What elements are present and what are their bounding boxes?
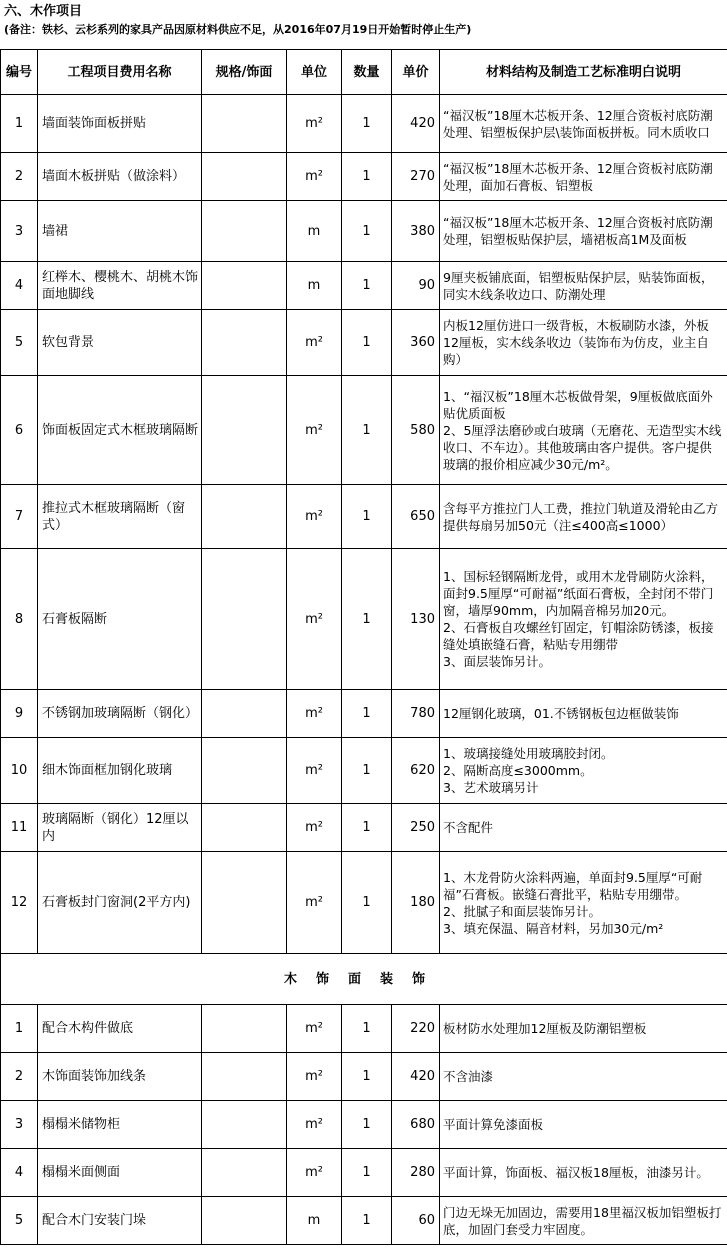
item-qty: 1 — [342, 262, 392, 310]
row-number: 1 — [1, 95, 38, 153]
item-name: 细木饰面框加钢化玻璃 — [38, 738, 202, 804]
item-description: 1、“福汉板”18厘木芯板做骨架，9厘板做底面外贴优质面板 2、5厘浮法磨砂或白玻璃（无磨花、无造型实木线收口、不车边）。其他玻璃由客户提供。客户提供玻璃的报价相应减少30元/m²。 — [440, 376, 727, 485]
item-name: 不锈钢加玻璃隔断（钢化） — [38, 690, 202, 738]
price-table — [0, 49, 727, 1245]
col-header-no: 编号 — [1, 50, 38, 95]
col-header-price: 单价 — [392, 50, 440, 95]
item-unit: m² — [287, 1005, 342, 1053]
item-spec — [202, 1053, 287, 1101]
item-description: 9厘夹板铺底面，铝塑板贴保护层，贴装饰面板，同实木线条收边口、防潮处理 — [440, 262, 727, 310]
item-unit: m² — [287, 852, 342, 954]
item-description: 板材防水处理加12厘板及防潮铝塑板 — [440, 1005, 727, 1053]
item-spec — [202, 852, 287, 954]
item-description: “福汉板”18厘木芯板开条、12厘合资板衬底防潮处理，面加石膏板、铝塑板 — [440, 153, 727, 201]
row-number: 8 — [1, 549, 38, 690]
section-subtitle: 木饰面装饰 — [1, 954, 727, 1005]
item-unit: m — [287, 262, 342, 310]
item-qty: 1 — [342, 852, 392, 954]
row-number: 5 — [1, 1197, 38, 1245]
item-spec — [202, 738, 287, 804]
item-spec — [202, 310, 287, 376]
item-spec — [202, 549, 287, 690]
row-number: 4 — [1, 262, 38, 310]
item-qty: 1 — [342, 1053, 392, 1101]
page-header — [0, 0, 727, 49]
table-header-row — [1, 50, 727, 95]
row-number: 2 — [1, 153, 38, 201]
item-unit: m² — [287, 549, 342, 690]
item-qty: 1 — [342, 804, 392, 852]
table-row — [1, 310, 727, 376]
item-price: 180 — [392, 852, 440, 954]
table-row — [1, 485, 727, 549]
row-number: 6 — [1, 376, 38, 485]
item-spec — [202, 690, 287, 738]
item-description: 不含油漆 — [440, 1053, 727, 1101]
item-name: 配合木构件做底 — [38, 1005, 202, 1053]
row-number: 11 — [1, 804, 38, 852]
item-name: 榻榻米面侧面 — [38, 1149, 202, 1197]
item-qty: 1 — [342, 1101, 392, 1149]
item-qty: 1 — [342, 738, 392, 804]
item-qty: 1 — [342, 1149, 392, 1197]
item-price: 130 — [392, 549, 440, 690]
table-row — [1, 376, 727, 485]
item-spec — [202, 262, 287, 310]
item-price: 90 — [392, 262, 440, 310]
item-price: 220 — [392, 1005, 440, 1053]
item-spec — [202, 201, 287, 262]
table-row — [1, 852, 727, 954]
item-description: 门边无垛无加固边，需要用18里福汉板加铝塑板打底，加固门套受力牢固度。 — [440, 1197, 727, 1245]
item-spec — [202, 1149, 287, 1197]
item-description: 1、木龙骨防火涂料两遍，单面封9.5厘厚“可耐福”石膏板。嵌缝石膏批平，粘贴专用绷带。 2、批腻子和面层装饰另计。 3、填充保温、隔音材料，另加30元/m² — [440, 852, 727, 954]
item-price: 620 — [392, 738, 440, 804]
table-row — [1, 153, 727, 201]
item-description: 内板12厘仿进口一级背板，木板刷防水漆，外板12厘板，实木线条收边（装饰布为仿皮，业主自购） — [440, 310, 727, 376]
item-qty: 1 — [342, 1197, 392, 1245]
item-price: 280 — [392, 1149, 440, 1197]
table-row — [1, 1149, 727, 1197]
table-row — [1, 95, 727, 153]
row-number: 9 — [1, 690, 38, 738]
item-qty: 1 — [342, 376, 392, 485]
row-number: 7 — [1, 485, 38, 549]
item-price: 420 — [392, 1053, 440, 1101]
col-header-desc: 材料结构及制造工艺标准明白说明 — [440, 50, 727, 95]
item-name: 墙裙 — [38, 201, 202, 262]
item-spec — [202, 153, 287, 201]
item-spec — [202, 804, 287, 852]
item-price: 420 — [392, 95, 440, 153]
item-price: 680 — [392, 1101, 440, 1149]
item-price: 780 — [392, 690, 440, 738]
section-note: (备注：铁杉、云杉系列的家具产品因原材料供应不足，从2016年07月19日开始暂时停止生产) — [4, 23, 472, 36]
item-unit: m — [287, 201, 342, 262]
item-unit: m² — [287, 804, 342, 852]
item-unit: m² — [287, 310, 342, 376]
item-unit: m² — [287, 1149, 342, 1197]
item-spec — [202, 1197, 287, 1245]
item-description: 1、玻璃接缝处用玻璃胶封闭。 2、隔断高度≤3000mm。 3、艺术玻璃另计 — [440, 738, 727, 804]
col-header-name: 工程项目费用名称 — [38, 50, 202, 95]
item-name: 墙面装饰面板拼贴 — [38, 95, 202, 153]
row-number: 2 — [1, 1053, 38, 1101]
item-unit: m² — [287, 690, 342, 738]
item-name: 石膏板封门窗洞(2平方内) — [38, 852, 202, 954]
table-row — [1, 1197, 727, 1245]
item-price: 580 — [392, 376, 440, 485]
table-row — [1, 1005, 727, 1053]
table-row — [1, 690, 727, 738]
col-header-spec: 规格/饰面 — [202, 50, 287, 95]
item-spec — [202, 376, 287, 485]
item-price: 360 — [392, 310, 440, 376]
item-name: 石膏板隔断 — [38, 549, 202, 690]
item-spec — [202, 95, 287, 153]
item-qty: 1 — [342, 690, 392, 738]
table-row — [1, 1101, 727, 1149]
item-name: 木饰面装饰加线条 — [38, 1053, 202, 1101]
item-name: 饰面板固定式木框玻璃隔断 — [38, 376, 202, 485]
row-number: 5 — [1, 310, 38, 376]
item-description: “福汉板”18厘木芯板开条、12厘合资板衬底防潮处理、铝塑板保护层\装饰面板拼板。同木质收口 — [440, 95, 727, 153]
item-name: 配合木门安装门垛 — [38, 1197, 202, 1245]
item-name: 推拉式木框玻璃隔断（窗式） — [38, 485, 202, 549]
row-number: 3 — [1, 1101, 38, 1149]
item-qty: 1 — [342, 1005, 392, 1053]
item-qty: 1 — [342, 485, 392, 549]
item-unit: m² — [287, 738, 342, 804]
item-spec — [202, 1005, 287, 1053]
item-name: 榻榻米储物柜 — [38, 1101, 202, 1149]
item-spec — [202, 485, 287, 549]
col-header-qty: 数量 — [342, 50, 392, 95]
item-description: 12厘钢化玻璃，01.不锈钢板包边框做装饰 — [440, 690, 727, 738]
item-description: 平面计算，饰面板、福汉板18厘板，油漆另计。 — [440, 1149, 727, 1197]
row-number: 3 — [1, 201, 38, 262]
item-description: 含每平方推拉门人工费，推拉门轨道及滑轮由乙方提供每扇另加50元（注≤400高≤1000） — [440, 485, 727, 549]
section-title: 六、木作项目 — [4, 4, 83, 19]
item-name: 墙面木板拼贴（做涂料） — [38, 153, 202, 201]
item-unit: m² — [287, 1101, 342, 1149]
table-row — [1, 262, 727, 310]
item-description: 平面计算免漆面板 — [440, 1101, 727, 1149]
item-name: 玻璃隔断（钢化）12厘以内 — [38, 804, 202, 852]
item-unit: m² — [287, 153, 342, 201]
col-header-unit: 单位 — [287, 50, 342, 95]
item-price: 650 — [392, 485, 440, 549]
table-row — [1, 738, 727, 804]
item-qty: 1 — [342, 95, 392, 153]
item-unit: m² — [287, 376, 342, 485]
item-unit: m² — [287, 485, 342, 549]
item-price: 270 — [392, 153, 440, 201]
item-description: 1、国标轻钢隔断龙骨，或用木龙骨刷防火涂料，面封9.5厘厚“可耐福”纸面石膏板，全封闭不带门窗，墙厚90mm，内加隔音棉另加20元。 2、石膏板自攻螺丝钉固定，钉帽涂防锈漆，板接缝处填嵌缝石膏，粘贴专用绷带 3、面层装饰另计。 — [440, 549, 727, 690]
item-price: 250 — [392, 804, 440, 852]
item-qty: 1 — [342, 201, 392, 262]
item-price: 60 — [392, 1197, 440, 1245]
item-unit: m² — [287, 95, 342, 153]
item-description: 不含配件 — [440, 804, 727, 852]
table-row — [1, 549, 727, 690]
item-name: 红榉木、樱桃木、胡桃木饰面地脚线 — [38, 262, 202, 310]
row-number: 4 — [1, 1149, 38, 1197]
item-description: “福汉板”18厘木芯板开条、12厘合资板衬底防潮处理，铝塑板贴保护层，墙裙板高1M及面板 — [440, 201, 727, 262]
table-row — [1, 804, 727, 852]
item-qty: 1 — [342, 310, 392, 376]
item-qty: 1 — [342, 549, 392, 690]
item-unit: m² — [287, 1053, 342, 1101]
row-number: 10 — [1, 738, 38, 804]
table-row — [1, 201, 727, 262]
item-name: 软包背景 — [38, 310, 202, 376]
item-unit: m — [287, 1197, 342, 1245]
item-qty: 1 — [342, 153, 392, 201]
section-row — [1, 954, 727, 1005]
table-row — [1, 1053, 727, 1101]
row-number: 12 — [1, 852, 38, 954]
row-number: 1 — [1, 1005, 38, 1053]
item-spec — [202, 1101, 287, 1149]
item-price: 380 — [392, 201, 440, 262]
